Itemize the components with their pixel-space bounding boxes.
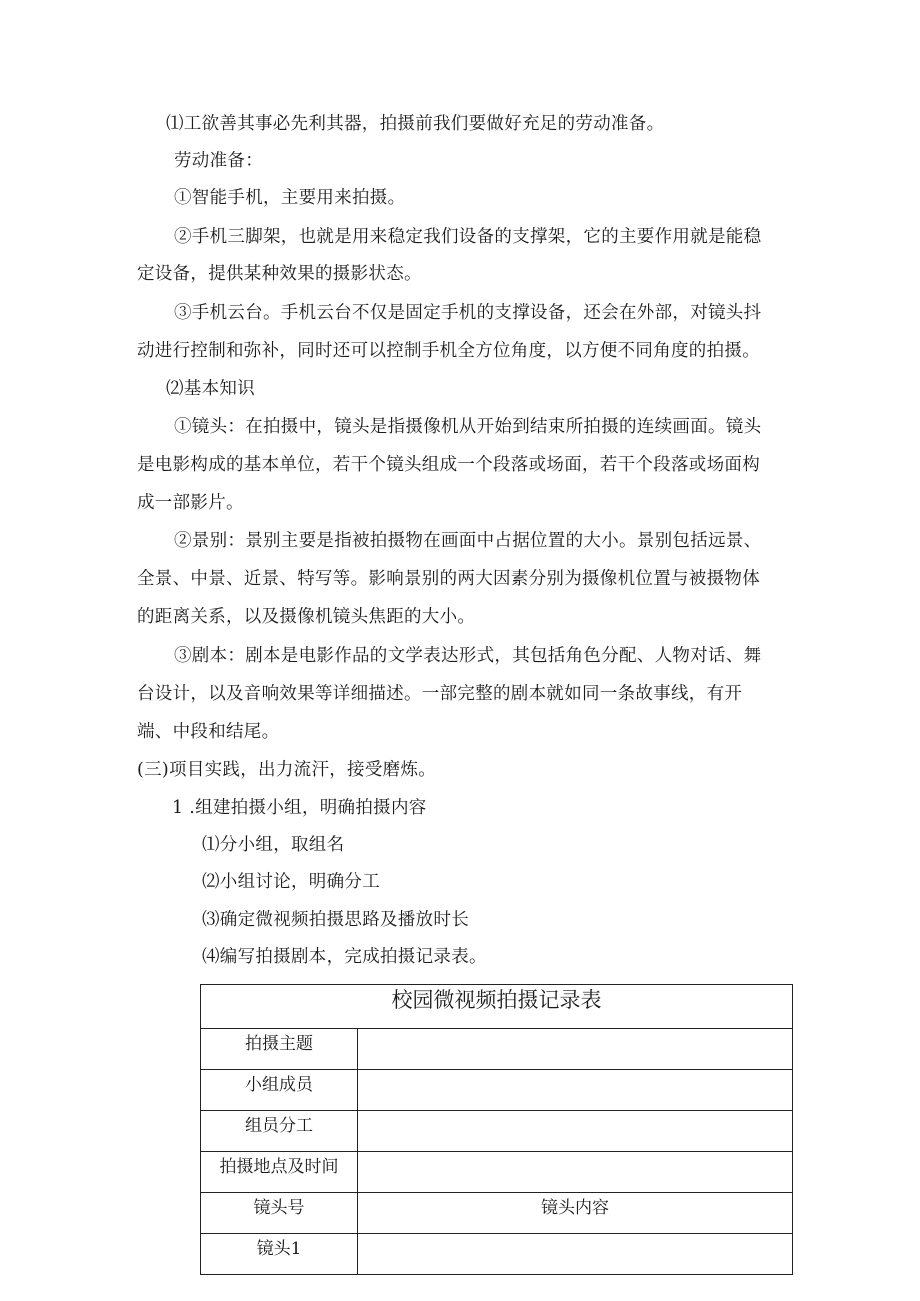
label-shot-1: 镜头1 xyxy=(256,1239,302,1259)
paragraph-scale-line3: 的距离关系，以及摄像机镜头焦距的大小。 xyxy=(137,607,476,627)
label-division: 组员分工 xyxy=(245,1116,313,1136)
table-label-cell xyxy=(201,1070,358,1111)
table-value-cell[interactable] xyxy=(358,1070,793,1111)
table-value-cell[interactable] xyxy=(358,1152,793,1193)
paragraph-script-line3: 端、中段和结尾。 xyxy=(137,722,280,742)
table-header-cell xyxy=(201,1193,358,1234)
table-label-cell xyxy=(201,1152,358,1193)
label-theme: 拍摄主题 xyxy=(245,1034,313,1054)
paragraph-smartphone: ①智能手机，主要用来拍摄。 xyxy=(174,188,406,208)
value-location-time xyxy=(358,1152,792,1156)
paragraph-labor-prep-heading: 劳动准备： xyxy=(174,151,263,171)
value-members xyxy=(358,1070,792,1074)
label-members: 小组成员 xyxy=(245,1075,313,1095)
table-label-cell xyxy=(201,1029,358,1070)
label-location-time: 拍摄地点及时间 xyxy=(219,1157,339,1177)
header-shot-content: 镜头内容 xyxy=(541,1198,609,1218)
list-subitem-1: ⑴分小组，取组名 xyxy=(202,835,345,855)
paragraph-shot-line2: 是电影构成的基本单位，若干个镜头组成一个段落或场面，若干个段落或场面构 xyxy=(137,455,760,475)
table-title: 校园微视频拍摄记录表 xyxy=(391,988,602,1012)
value-theme xyxy=(358,1029,792,1033)
section-heading-practice: (三)项目实践，出力流汗，接受磨炼。 xyxy=(137,760,437,780)
paragraph-basic-knowledge-heading: ⑵基本知识 xyxy=(166,379,255,399)
paragraph-tripod-line2: 定设备，提供某种效果的摄影状态。 xyxy=(137,264,422,284)
paragraph-script-line1: ③剧本：剧本是电影作品的文学表达形式，其包括角色分配、人物对话、舞 xyxy=(174,646,762,666)
table-label-cell xyxy=(201,1234,358,1275)
paragraph-script-line2: 台设计，以及音响效果等详细描述。一部完整的剧本就如同一条故事线，有开 xyxy=(137,684,743,704)
list-subitem-2: ⑵小组讨论，明确分工 xyxy=(202,872,380,892)
paragraph-tools-prep: ⑴工欲善其事必先利其器，拍摄前我们要做好充足的劳动准备。 xyxy=(166,114,665,134)
list-item-form-group: 1 .组建拍摄小组，明确拍摄内容 xyxy=(172,798,427,818)
table-header-cell xyxy=(358,1193,793,1234)
value-shot-1 xyxy=(358,1234,792,1238)
header-shot-number: 镜头号 xyxy=(253,1198,305,1218)
table-label-cell xyxy=(201,1111,358,1152)
table-value-cell[interactable] xyxy=(358,1234,793,1275)
table-value-cell[interactable] xyxy=(358,1111,793,1152)
paragraph-gimbal-line2: 动进行控制和弥补，同时还可以控制手机全方位角度，以方便不同角度的拍摄。 xyxy=(137,341,760,361)
shooting-record-table xyxy=(200,984,793,1275)
list-subitem-3: ⑶确定微视频拍摄思路及播放时长 xyxy=(202,910,469,930)
value-division xyxy=(358,1111,792,1115)
paragraph-shot-line3: 成一部影片。 xyxy=(137,493,244,513)
paragraph-shot-line1: ①镜头：在拍摄中，镜头是指摄像机从开始到结束所拍摄的连续画面。镜头 xyxy=(174,417,762,437)
list-subitem-4: ⑷编写拍摄剧本，完成拍摄记录表。 xyxy=(202,947,487,967)
paragraph-tripod-line1: ②手机三脚架，也就是用来稳定我们设备的支撑架，它的主要作用就是能稳 xyxy=(174,227,762,247)
paragraph-scale-line1: ②景别：景别主要是指被拍摄物在画面中占据位置的大小。景别包括远景、 xyxy=(174,531,762,551)
table-value-cell[interactable] xyxy=(358,1029,793,1070)
paragraph-scale-line2: 全景、中景、近景、特写等。影响景别的两大因素分别为摄像机位置与被摄物体 xyxy=(137,569,760,589)
paragraph-gimbal-line1: ③手机云台。手机云台不仅是固定手机的支撑设备，还会在外部，对镜头抖 xyxy=(174,303,762,323)
table-title-cell xyxy=(201,985,793,1029)
